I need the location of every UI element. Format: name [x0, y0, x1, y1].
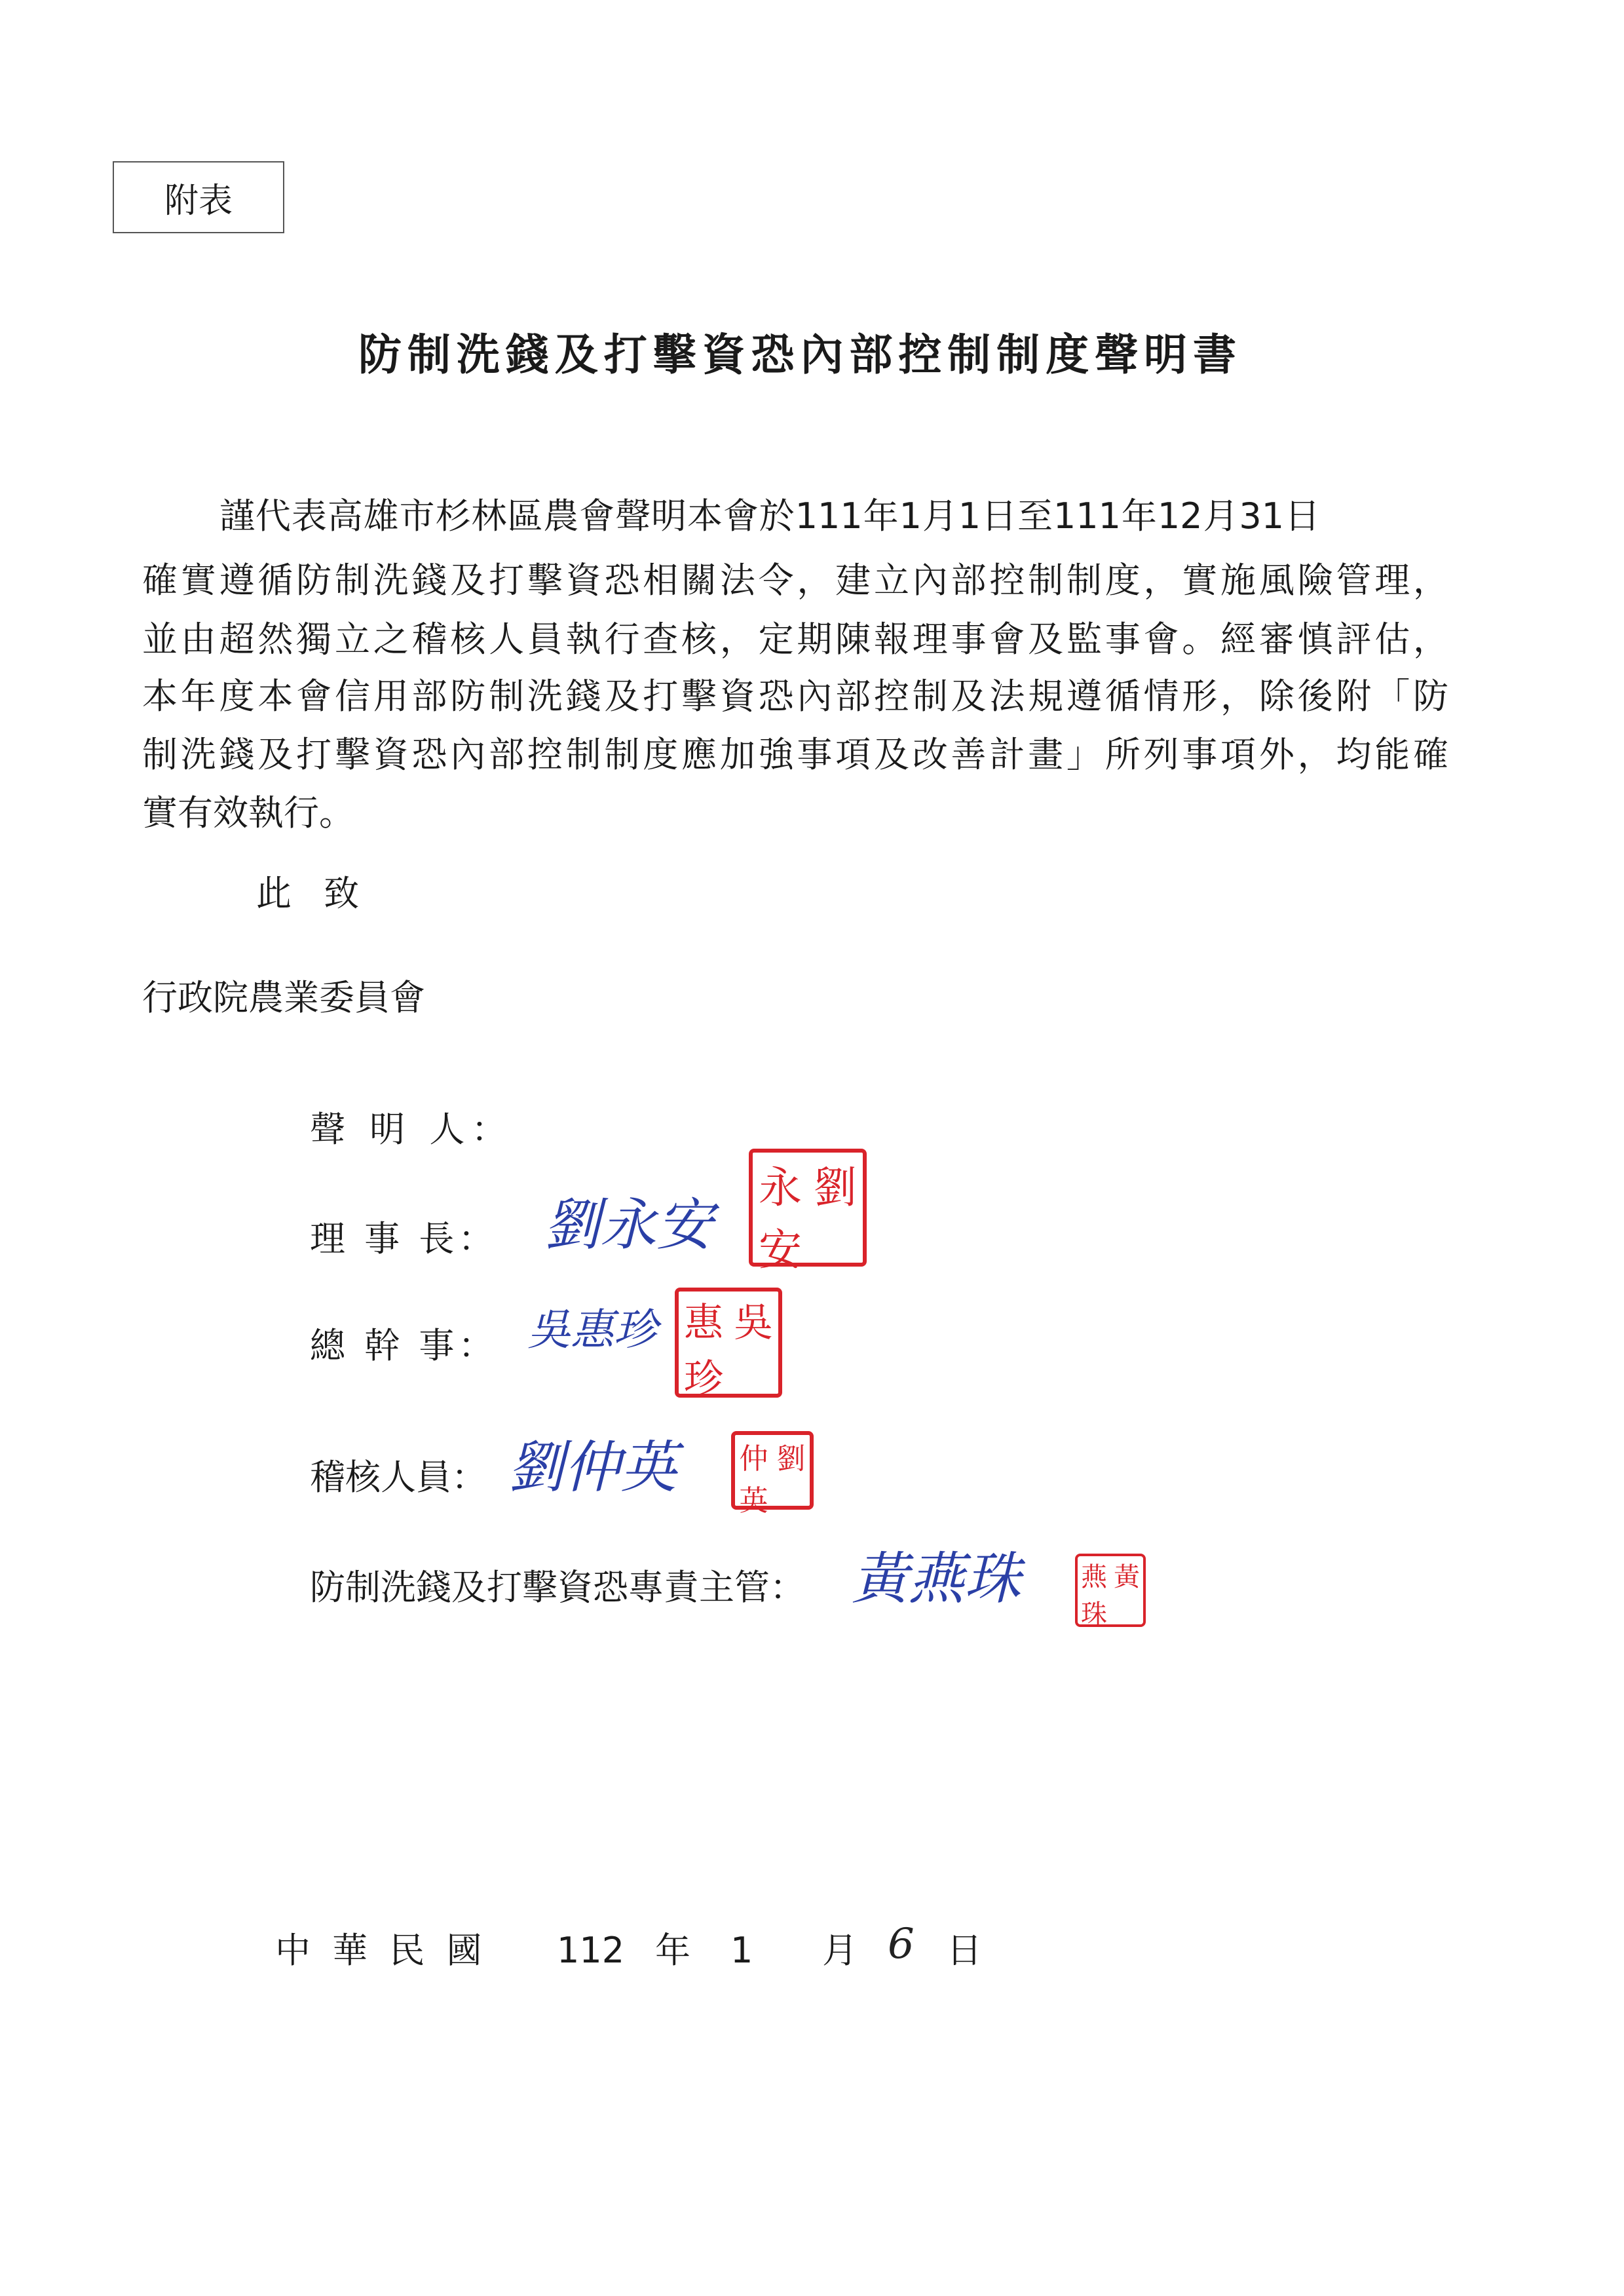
body-line: 本年度本會信用部防制洗錢及打擊資恐內部控制及法規遵循情形，除後附「防 [142, 676, 1448, 717]
date-era: 中 華 民 國 [275, 1930, 487, 1971]
body-line: 並由超然獨立之稽核人員執行查核，定期陳報理事會及監事會。經審慎評估， [142, 619, 1448, 660]
date-day-unit: 日 [947, 1930, 982, 1971]
role-aml-officer: 防制洗錢及打擊資恐專責主管： [310, 1567, 805, 1608]
date-month: 1 [730, 1930, 753, 1971]
body-line: 確實遵循防制洗錢及打擊資恐相關法令，建立內部控制制度，實施風險管理， [142, 560, 1448, 601]
date-day: 6 [888, 1920, 915, 1968]
seal-char: 安 [759, 1225, 802, 1275]
seal-char: 燕 [1081, 1562, 1107, 1592]
role-auditor: 稽核人員： [310, 1457, 487, 1498]
seal-char: 劉 [776, 1442, 806, 1476]
seal-char: 黃 [1114, 1562, 1140, 1592]
seal-char: 英 [739, 1484, 768, 1518]
seal-char: 仲 [739, 1442, 768, 1476]
recipient: 行政院農業委員會 [142, 977, 425, 1018]
seal-char: 珍 [684, 1356, 723, 1402]
seal-stamp-auditor [731, 1431, 814, 1518]
signature-aml-officer: 黃燕珠 [852, 1546, 1021, 1612]
seal-char: 永 [759, 1162, 802, 1213]
seal-stamp-general-manager [675, 1288, 782, 1402]
salutation: 此 致 [256, 873, 370, 914]
seal-char: 吳 [734, 1300, 773, 1346]
seal-stamp-aml-officer [1075, 1554, 1146, 1630]
seal-char: 惠 [684, 1300, 723, 1346]
document-title: 防制洗錢及打擊資恐內部控制制度聲明書 [358, 330, 1236, 380]
date-year: 112 [557, 1930, 625, 1971]
role-general-manager: 總 幹 事： [310, 1325, 498, 1366]
attachment-label [113, 161, 284, 233]
date-month-unit: 月 [822, 1930, 858, 1971]
body-line: 實有效執行。 [142, 792, 354, 833]
declarant-label: 聲 明 人： [310, 1109, 514, 1150]
signature-auditor: 劉仲英 [508, 1435, 677, 1501]
role-chairman: 理 事 長： [310, 1218, 498, 1259]
body-line: 制洗錢及打擊資恐內部控制制度應加強事項及改善計畫」所列事項外，均能確 [142, 734, 1448, 775]
attachment-label-text: 附表 [164, 181, 233, 221]
signature-general-manager: 吳惠珍 [527, 1305, 657, 1355]
date-year-unit: 年 [655, 1930, 690, 1971]
seal-stamp-chairman [749, 1149, 867, 1275]
signature-chairman: 劉永安 [544, 1193, 713, 1258]
body-line: 謹代表高雄市杉林區農會聲明本會於111年1月1日至111年12月31日 [219, 495, 1320, 537]
seal-char: 劉 [814, 1162, 857, 1213]
seal-char: 珠 [1081, 1599, 1107, 1630]
